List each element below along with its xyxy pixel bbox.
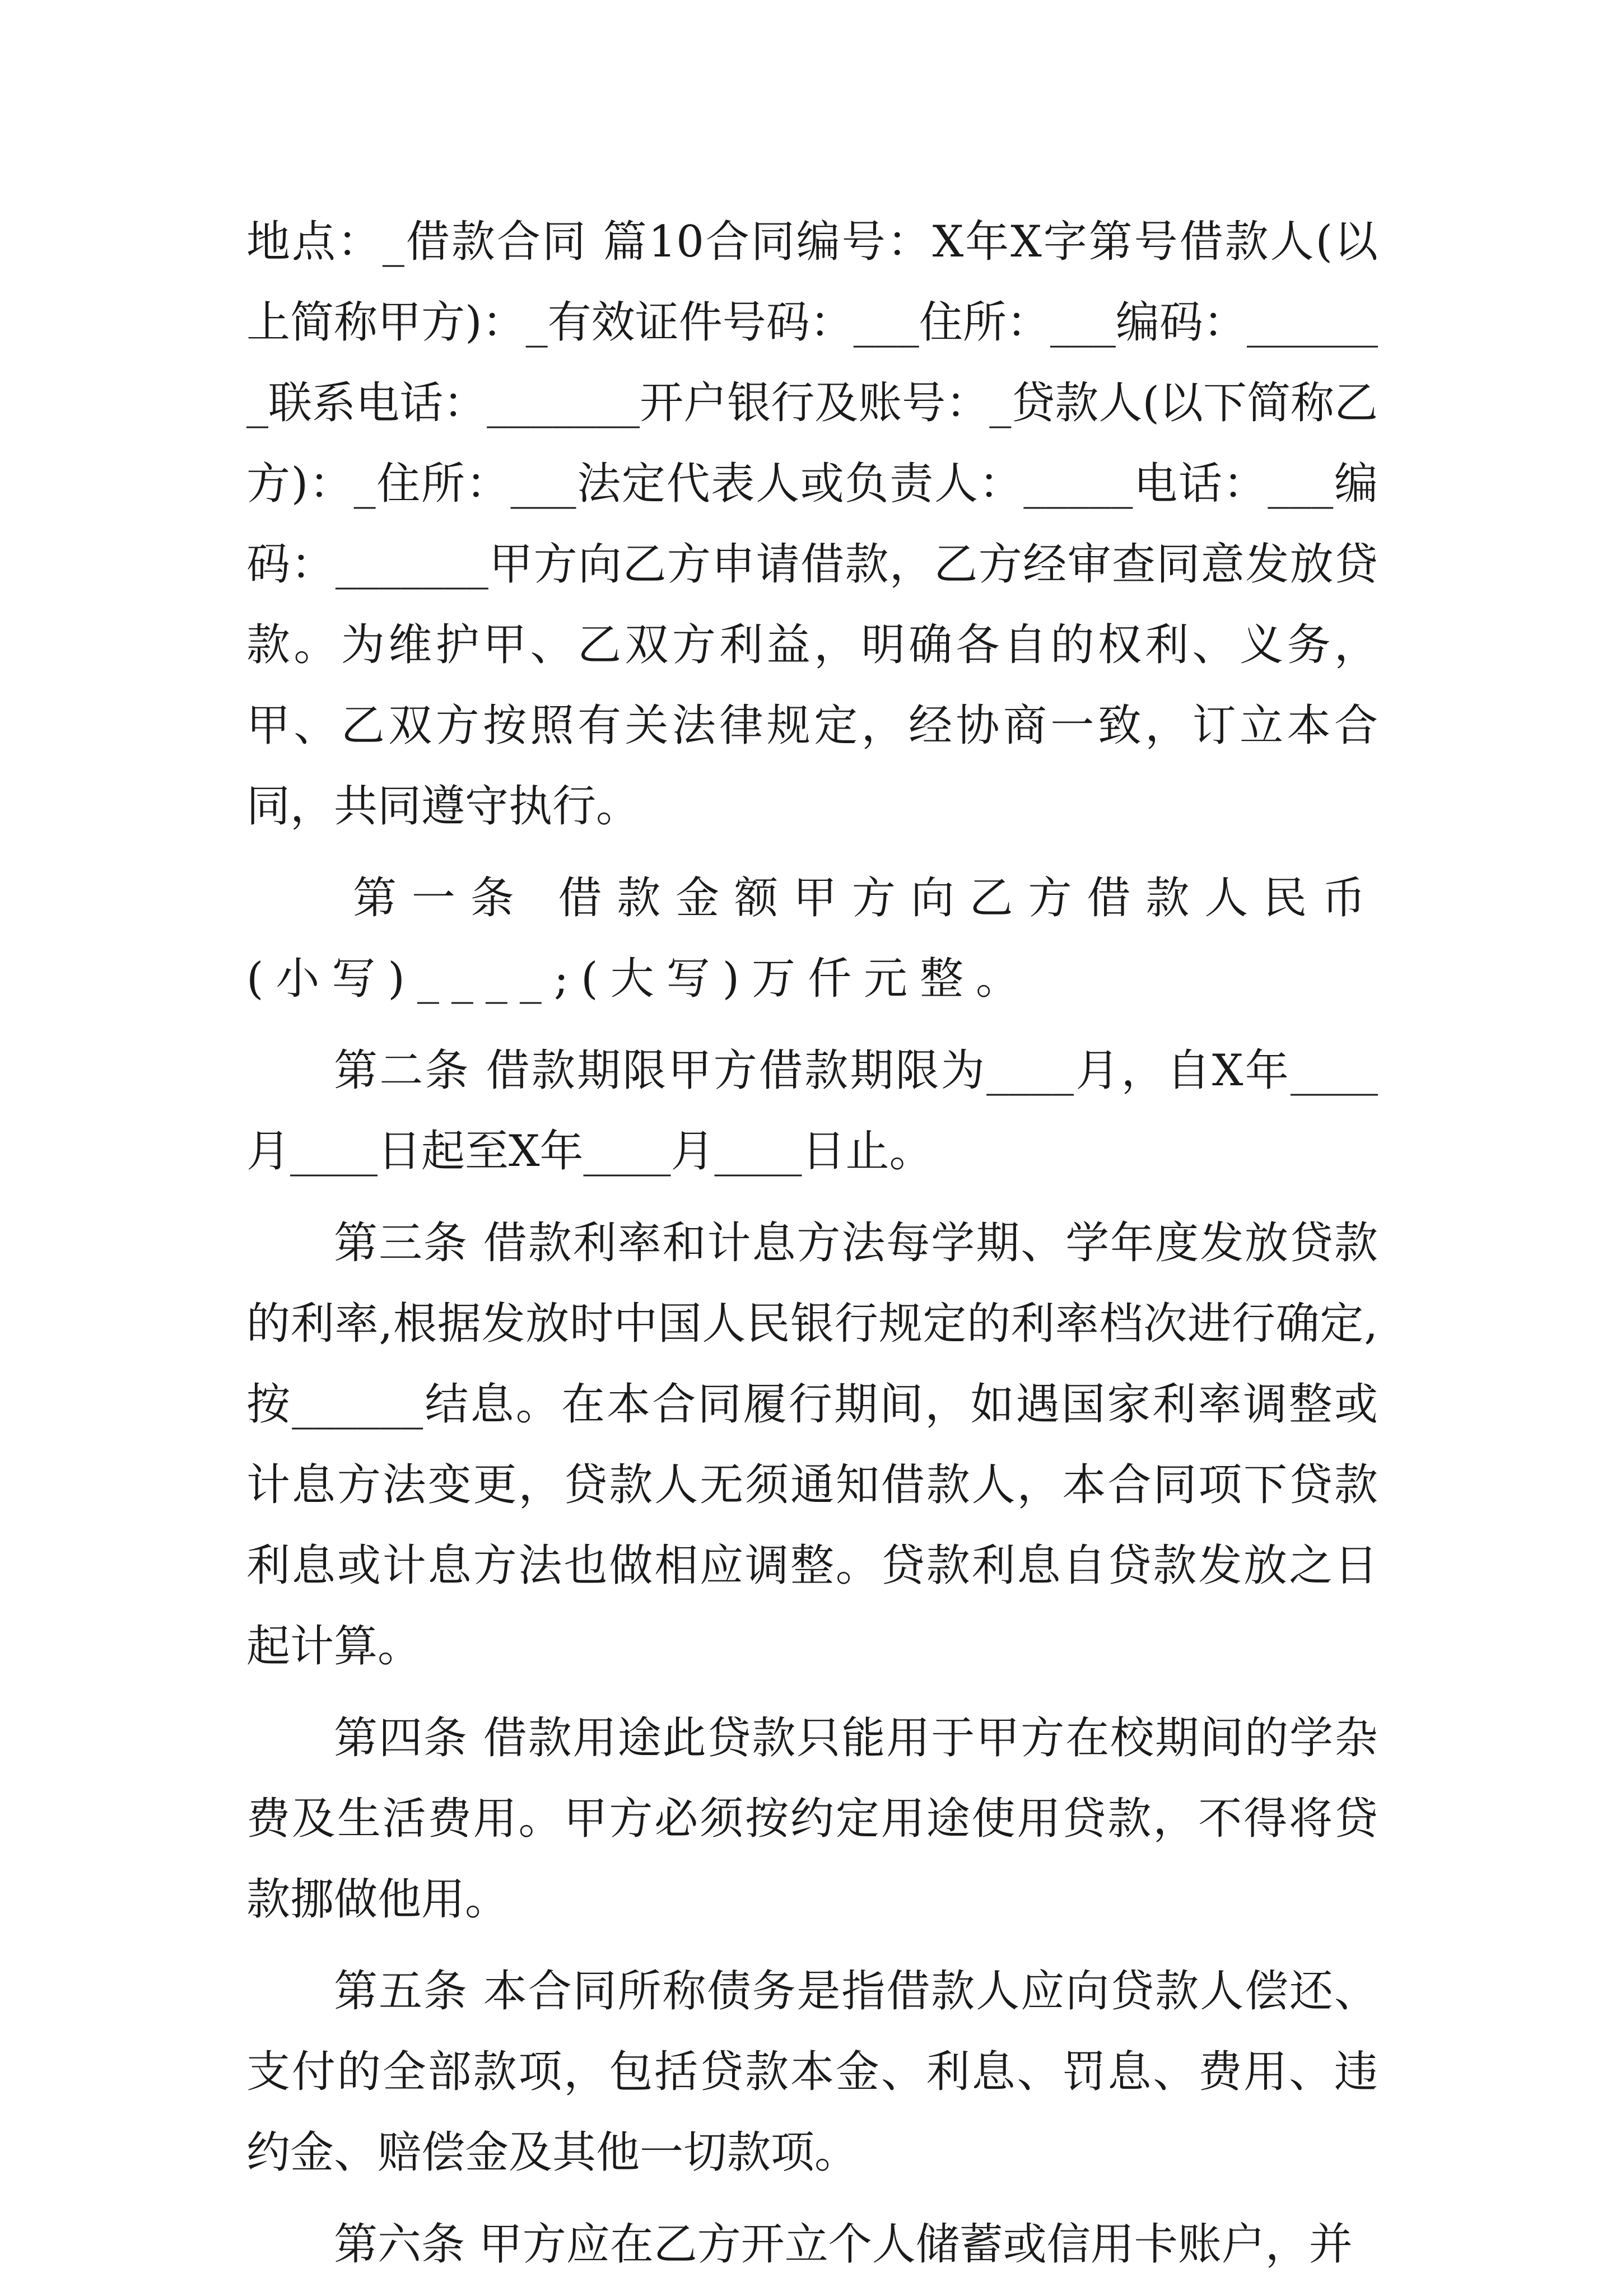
paragraph-article-4: 第四条 借款用途此贷款只能用于甲方在校期间的学杂费及生活费用。甲方必须按约定用途使用贷款，不得将贷款挪做他用。 xyxy=(246,1713,1378,1925)
paragraph-article-1: 第一条 借款金额甲方向乙方借款人民币(小写)____;(大写)万仟元整。 xyxy=(246,873,1378,1004)
paragraph-article-6: 第六条 甲方应在乙方开立个人储蓄或信用卡账户，并 xyxy=(334,2219,1353,2270)
paragraph-article-3: 第三条 借款利率和计息方法每学期、学年度发放贷款的利率,根据发放时中国人民银行规定的利率档次进行确定,按______结息。在本合同履行期间，如遇国家利率调整或计息方法变更，贷款人无须通知借款人，本合同项下贷款利息或计息方法也做相应调整。贷款利息自贷款发放之日起计算。 xyxy=(246,1218,1378,1672)
document-body xyxy=(246,202,1378,2296)
paragraph-article-2: 第二条 借款期限甲方借款期限为____月，自X年____月____日起至X年____月____日止。 xyxy=(246,1046,1378,1177)
paragraph-preamble: 地点：_借款合同 篇10合同编号：X年X字第号借款人(以上简称甲方)：_有效证件号码：___住所：___编码：_______联系电话：_______开户银行及账号：_贷款人(以下简称乙方)：_住所：___法定代表人或负责人：_____电话：___编码：_______甲方向乙方申请借款，乙方经审查同意发放贷款。为维护甲、乙双方利益，明确各自的权利、义务，甲、乙双方按照有关法律规定，经协商一致，订立本合同，共同遵守执行。 xyxy=(246,217,1378,832)
paragraph-article-5: 第五条 本合同所称债务是指借款人应向贷款人偿还、支付的全部款项，包括贷款本金、利息、罚息、费用、违约金、赔偿金及其他一切款项。 xyxy=(246,1966,1378,2178)
